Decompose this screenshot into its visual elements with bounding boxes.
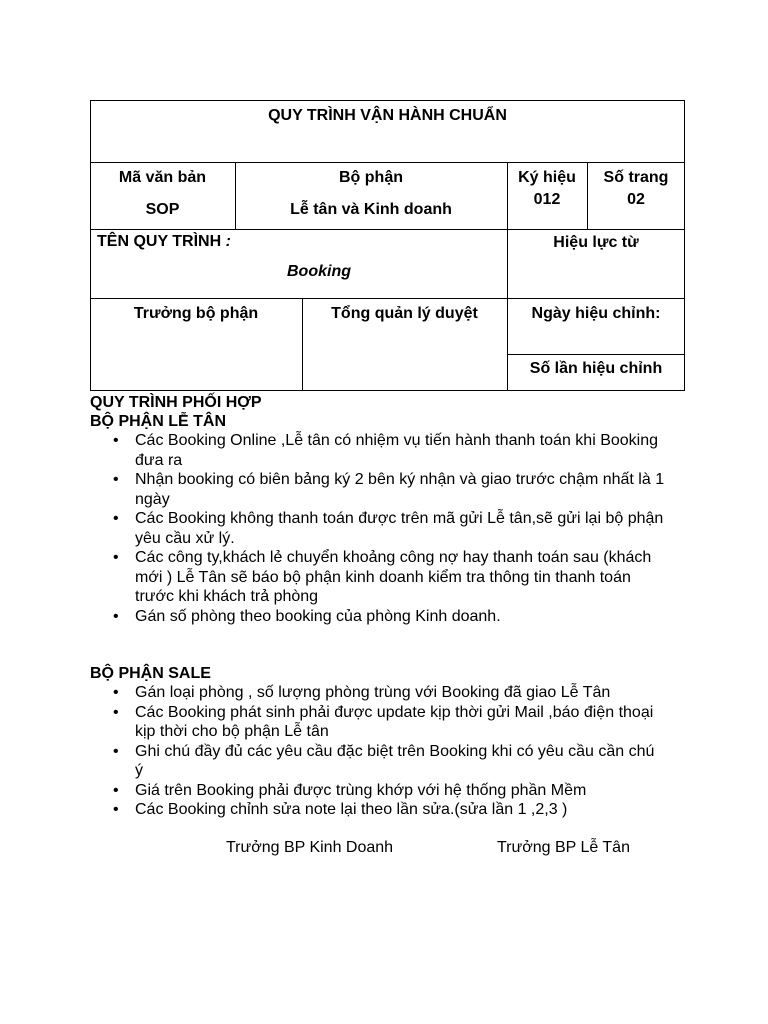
coordination-title: QUY TRÌNH PHỐI HỢP bbox=[90, 394, 262, 411]
table-divider bbox=[90, 229, 685, 230]
table-divider bbox=[507, 354, 685, 355]
list-item-line: trước khi khách trả phòng bbox=[135, 588, 319, 605]
symbol-label: Ký hiệu bbox=[518, 169, 576, 186]
list-item-line: yêu cầu xử lý. bbox=[135, 529, 235, 547]
list-item-line: • Các Booking không thanh toán được trên mã gửi Lễ tân,sẽ gửi lại bộ phận bbox=[135, 510, 664, 527]
list-item-line: ý bbox=[135, 762, 143, 779]
list-item-line: • Các Booking chỉnh sửa note lại theo lần sửa.(sửa lần 1 ,2,3 ) bbox=[135, 801, 568, 818]
list-item-line: • Các công ty,khách lẻ chuyển khoảng công nợ hay thanh toán sau (khách bbox=[135, 549, 652, 566]
frontdesk-list bbox=[90, 431, 690, 626]
list-item-line: đưa ra bbox=[135, 451, 183, 469]
list-item-line: • Gán số phòng theo booking của phòng Kinh doanh. bbox=[135, 607, 501, 625]
list-item-line: • Nhận booking có biên bảng ký 2 bên ký nhận và giao trước chậm nhất là 1 bbox=[135, 471, 665, 488]
table-divider bbox=[90, 162, 685, 163]
effective-date-label: Hiệu lực từ bbox=[553, 234, 639, 251]
list-item-line: • Các Booking Online ,Lễ tân có nhiệm vụ tiến hành thanh toán khi Booking bbox=[135, 432, 659, 449]
sales-head-signature-label: Trưởng BP Kinh Doanh bbox=[226, 839, 394, 856]
symbol-value: 012 bbox=[533, 191, 561, 208]
list-item bbox=[90, 703, 690, 742]
sale-section bbox=[90, 664, 690, 820]
frontdesk-title: BỘ PHẬN LỄ TÂN bbox=[90, 413, 226, 430]
pages-value: 02 bbox=[627, 191, 645, 208]
department-value: Lễ tân và Kinh doanh bbox=[290, 201, 452, 218]
list-item-line: ngày bbox=[135, 490, 170, 508]
list-item bbox=[90, 607, 690, 627]
doc-code-value: SOP bbox=[145, 201, 180, 218]
sale-list bbox=[90, 683, 690, 820]
list-item bbox=[90, 470, 690, 509]
coordination-section bbox=[90, 393, 690, 626]
department-label: Bộ phận bbox=[339, 169, 403, 186]
list-item-line: • Ghi chú đầy đủ các yêu cầu đặc biệt trên Booking khi có yêu cầu cần chú bbox=[135, 742, 655, 760]
list-item bbox=[90, 431, 690, 470]
process-name-value: Booking bbox=[287, 263, 351, 280]
doc-code-label: Mã văn bản bbox=[118, 169, 207, 186]
process-name-colon: : bbox=[225, 233, 231, 250]
list-item-line: • Gán loại phòng , số lượng phòng trùng với Booking đã giao Lễ Tân bbox=[135, 684, 611, 701]
list-item-line: • Các Booking phát sinh phải được update kịp thời gửi Mail ,báo điện thoại bbox=[135, 703, 654, 721]
sale-title: BỘ PHẬN SALE bbox=[90, 665, 211, 682]
list-item bbox=[90, 509, 690, 548]
frontdesk-head-signature-label: Trưởng BP Lễ Tân bbox=[497, 839, 630, 856]
list-item-line: • Giá trên Booking phải được trùng khớp với hệ thống phần Mềm bbox=[135, 781, 587, 799]
gm-approval-label: Tổng quản lý duyệt bbox=[331, 305, 478, 322]
document-title: QUY TRÌNH VẬN HÀNH CHUẨN bbox=[268, 107, 507, 124]
revision-count-label: Số lần hiệu chỉnh bbox=[529, 360, 663, 377]
process-name-label bbox=[97, 232, 231, 252]
list-item bbox=[90, 548, 690, 607]
pages-label: Số trang bbox=[603, 169, 669, 186]
head-of-department-label: Trưởng bộ phận bbox=[133, 305, 259, 322]
list-item-line: mới ) Lễ Tân sẽ báo bộ phận kinh doanh kiểm tra thông tin thanh toán bbox=[135, 568, 631, 586]
table-divider bbox=[90, 298, 685, 299]
process-name-label-text: TÊN QUY TRÌNH bbox=[97, 233, 222, 250]
list-item bbox=[90, 800, 690, 820]
list-item-line: kịp thời cho bộ phận Lễ tân bbox=[135, 723, 329, 740]
list-item bbox=[90, 742, 690, 781]
list-item bbox=[90, 683, 690, 703]
list-item bbox=[90, 781, 690, 801]
revision-date-label: Ngày hiệu chỉnh: bbox=[531, 305, 661, 322]
